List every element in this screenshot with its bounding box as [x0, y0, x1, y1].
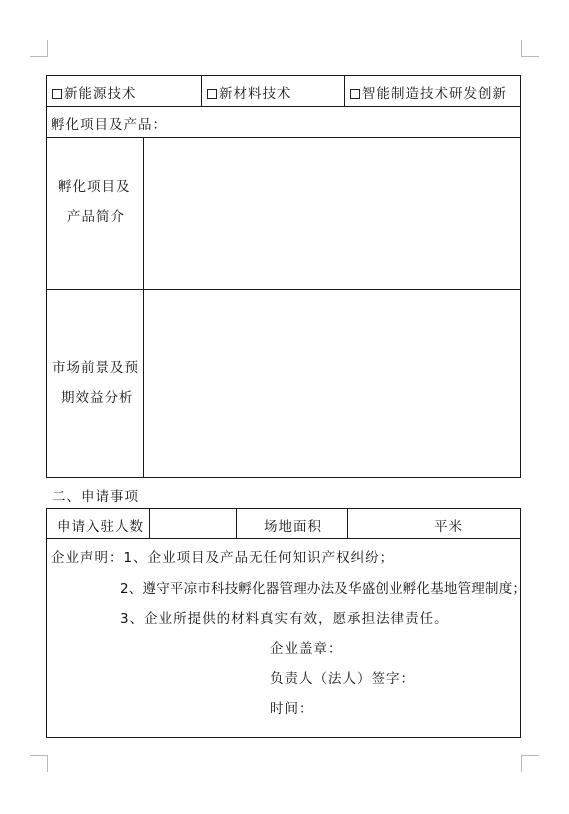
crop-mark-top-right-v: [521, 40, 522, 57]
declaration-item-1: 1、企业项目及产品无任何知识产权纠纷；: [123, 550, 395, 566]
incubation-header: 孵化项目及产品：: [51, 117, 167, 133]
market-input-area[interactable]: [145, 291, 519, 476]
date-label: 时间：: [270, 701, 314, 717]
intro-label-line1: 孵化项目及: [58, 179, 131, 195]
declaration-item-2: 2、遵守平凉市科技孵化器管理办法及华盛创业孵化基地管理制度；: [120, 581, 527, 597]
crop-mark-bottom-right-h: [521, 755, 539, 756]
people-label: 申请入驻人数: [57, 519, 144, 535]
intro-input-area[interactable]: [145, 139, 519, 288]
declaration-intro: 企业声明：1、企业项目及产品无任何知识产权纠纷；: [51, 550, 395, 566]
crop-mark-bottom-left-h: [30, 755, 48, 756]
area-label: 场地面积: [264, 519, 322, 535]
declaration-item-3: 3、企业所提供的材料真实有效，愿承担法律责任。: [120, 611, 449, 627]
area-unit: 平米: [434, 519, 463, 535]
checkbox-icon[interactable]: [207, 89, 217, 99]
seal-label: 企业盖章：: [270, 641, 343, 657]
section-title: 二、申请事项: [52, 489, 139, 505]
crop-mark-bottom-left-v: [47, 755, 48, 772]
tech-option-smart-manufacturing[interactable]: 智能制造技术研发创新: [350, 82, 507, 102]
checkbox-icon[interactable]: [350, 89, 360, 99]
market-label-line1: 市场前景及预: [52, 360, 139, 376]
crop-mark-top-left-v: [47, 40, 48, 57]
intro-label-line2: 产品简介: [67, 209, 125, 225]
checkbox-icon[interactable]: [52, 89, 62, 99]
tech-option-new-materials[interactable]: 新材料技术: [207, 82, 292, 102]
crop-mark-top-left-h: [30, 56, 48, 57]
people-input[interactable]: [151, 510, 235, 537]
crop-mark-top-right-h: [521, 56, 539, 57]
signature-label: 负责人（法人）签字：: [270, 671, 415, 687]
crop-mark-bottom-right-v: [521, 755, 522, 772]
market-label-line2: 期效益分析: [61, 390, 134, 406]
tech-option-new-energy[interactable]: 新能源技术: [52, 82, 137, 102]
